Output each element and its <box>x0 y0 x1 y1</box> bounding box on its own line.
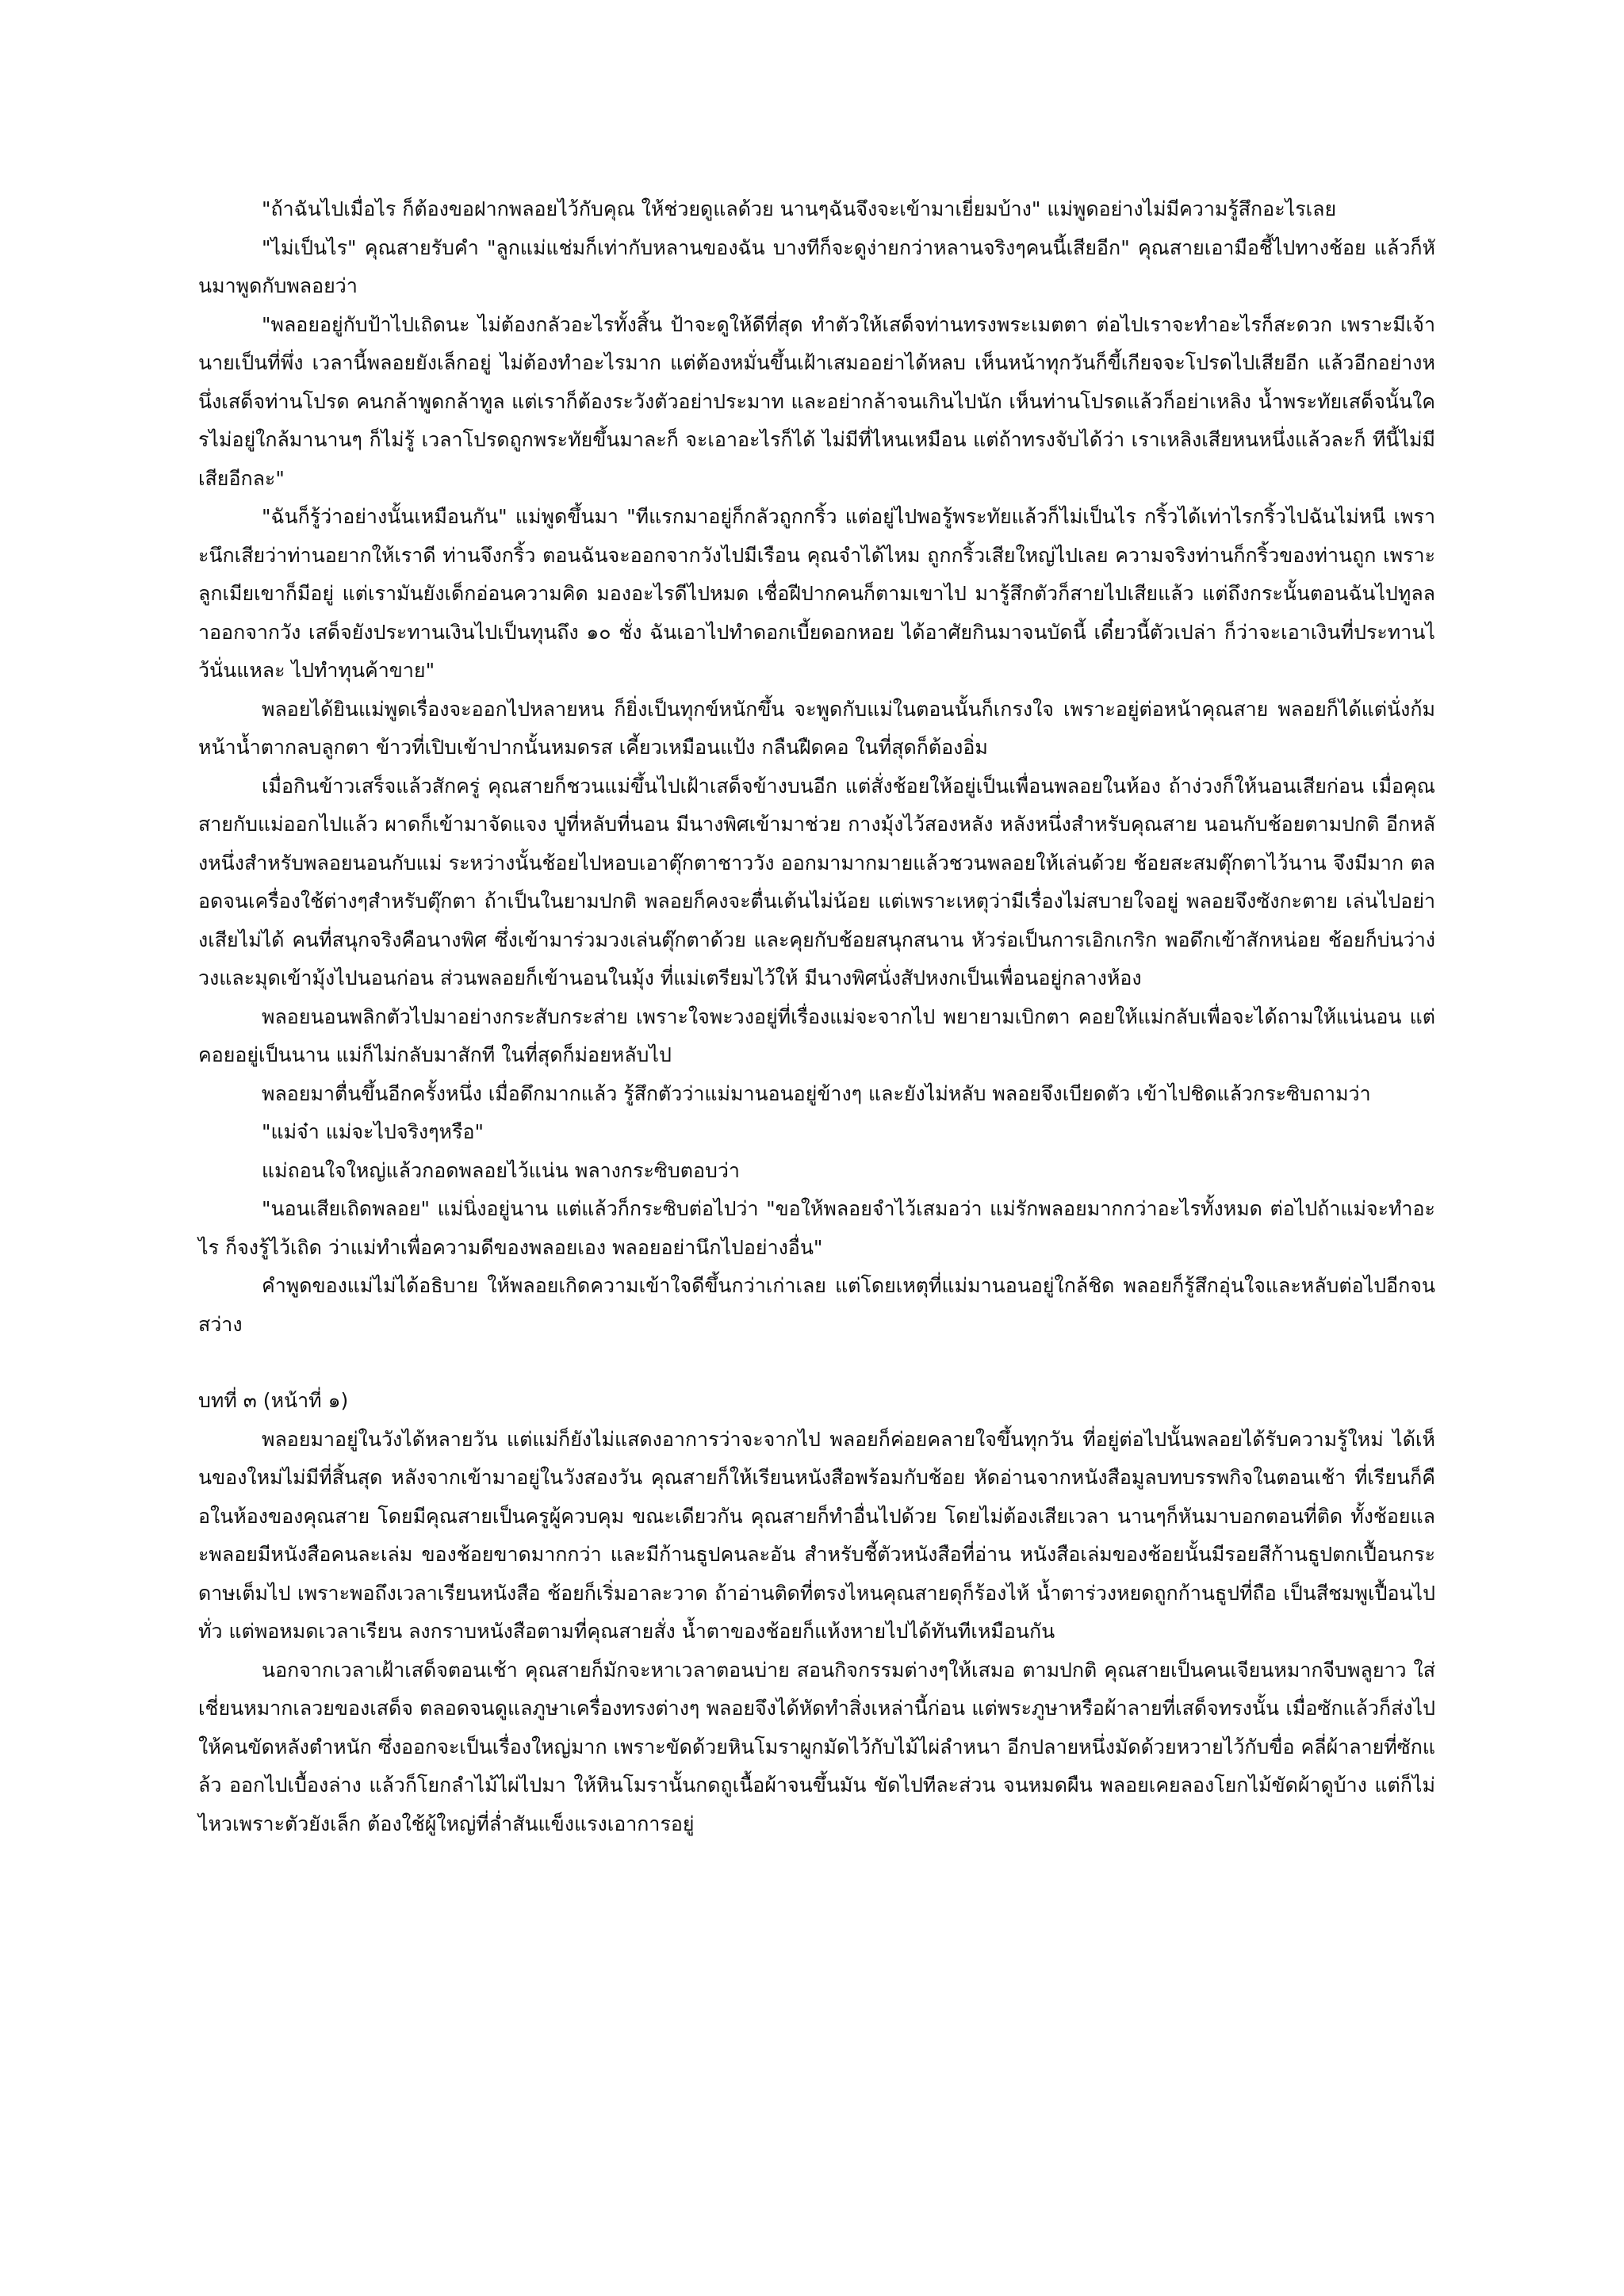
paragraph: นอกจากเวลาเฝ้าเสด็จตอนเช้า คุณสายก็มักจะหาเวลาตอนบ่าย สอนกิจกรรมต่างๆให้เสมอ ตามปกติ คุณสายเป็นคนเจียนหมากจีบพลูยาว ใส่เชี่ยนหมากเลวยของเสด็จ ตลอดจนดูแลภูษาเครื่องทรงต่างๆ พลอยจึงได้หัดทำสิ่งเหล่านี้ก่อน แต่พระภูษาหรือผ้าลายที่เสด็จทรงนั้น เมื่อซักแล้วก็ส่งไปให้คนขัดหลังตำหนัก ซึ่งออกจะเป็นเรื่องใหญ่มาก เพราะขัดด้วยหินโมราผูกมัดไว้กับไม้ไผ่ลำหนา อีกปลายหนึ่งมัดด้วยหวายไว้กับขื่อ คลี่ผ้าลายที่ซักแล้ว ออกไปเบื้องล่าง แล้วก็โยกลำไม้ไผ่ไปมา ให้หินโมรานั้นกดถูเนื้อผ้าจนขึ้นมัน ขัดไปทีละส่วน จนหมดผืน พลอยเคยลองโยกไม้ขัดผ้าดูบ้าง แต่ก็ไม่ไหวเพราะตัวยังเล็ก ต้องใช้ผู้ใหญ่ที่ล่ำสันแข็งแรงเอาการอยู่ <box>198 1658 1435 1835</box>
paragraph: "ถ้าฉันไปเมื่อไร ก็ต้องขอฝากพลอยไว้กับคุณ ให้ช่วยดูแลด้วย นานๆฉันจึงจะเข้ามาเยี่ยมบ้าง" แม่พูดอย่างไม่มีความรู้สึกอะไรเลย <box>262 197 1337 220</box>
paragraph: "ฉันก็รู้ว่าอย่างนั้นเหมือนกัน" แม่พูดขึ้นมา "ทีแรกมาอยู่ก็กลัวถูกกริ้ว แต่อยู่ไปพอรู้พระทัยแล้วก็ไม่เป็นไร กริ้วได้เท่าไรกริ้วไปฉันไม่หนี เพราะนึกเสียว่าท่านอยากให้เราดี ท่านจึงกริ้ว ตอนฉันจะออกจากวังไปมีเรือน คุณจำได้ไหม ถูกกริ้วเสียใหญ่ไปเลย ความจริงท่านก็กริ้วของท่านถูก เพราะลูกเมียเขาก็มีอยู่ แต่เรามันยังเด็กอ่อนความคิด มองอะไรดีไปหมด เชื่อฝีปากคนก็ตามเขาไป มารู้สึกตัวก็สายไปเสียแล้ว แต่ถึงกระนั้นตอนฉันไปทูลลาออกจากวัง เสด็จยังประทานเงินไปเป็นทุนถึง ๑๐ ชั่ง ฉันเอาไปทำดอกเบี้ยดอกหอย ได้อาศัยกินมาจนบัดนี้ เดี๋ยวนี้ตัวเปล่า ก็ว่าจะเอาเงินที่ประทานไว้นั่นแหละ ไปทำทุนค้าขาย" <box>198 505 1435 682</box>
paragraph: "นอนเสียเถิดพลอย" แม่นิ่งอยู่นาน แต่แล้วก็กระซิบต่อไปว่า "ขอให้พลอยจำไว้เสมอว่า แม่รักพลอยมากกว่าอะไรทั้งหมด ต่อไปถ้าแม่จะทำอะไร ก็จงรู้ไว้เถิด ว่าแม่ทำเพื่อความดีของพลอยเอง พลอยอย่านึกไปอย่างอื่น" <box>198 1197 1435 1259</box>
paragraph: พลอยนอนพลิกตัวไปมาอย่างกระสับกระส่าย เพราะใจพะวงอยู่ที่เรื่องแม่จะจากไป พยายามเบิกตา คอยให้แม่กลับเพื่อจะได้ถามให้แน่นอน แต่คอยอยู่เป็นนาน แม่ก็ไม่กลับมาสักที ในที่สุดก็ม่อยหลับไป <box>198 1004 1435 1066</box>
paragraph: พลอยมาอยู่ในวังได้หลายวัน แต่แม่ก็ยังไม่แสดงอาการว่าจะจากไป พลอยก็ค่อยคลายใจขึ้นทุกวัน ที่อยู่ต่อไปนั้นพลอยได้รับความรู้ใหม่ ได้เห็นของใหม่ไม่มีที่สิ้นสุด หลังจากเข้ามาอยู่ในวังสองวัน คุณสายก็ให้เรียนหนังสือพร้อมกับช้อย หัดอ่านจากหนังสือมูลบทบรรพกิจในตอนเช้า ที่เรียนก็คือในห้องของคุณสาย โดยมีคุณสายเป็นครูผู้ควบคุม ขณะเดียวกัน คุณสายก็ทำอื่นไปด้วย โดยไม่ต้องเสียเวลา นานๆก็หันมาบอกตอนที่ติด ทั้งช้อยและพลอยมีหนังสือคนละเล่ม ของช้อยขาดมากกว่า และมีก้านธูปคนละอัน สำหรับชี้ตัวหนังสือที่อ่าน หนังสือเล่มของช้อยนั้นมีรอยสีก้านธูปตกเปื้อนกระดาษเต็มไป เพราะพอถึงเวลาเรียนหนังสือ ช้อยก็เริ่มอาละวาด ถ้าอ่านติดที่ตรงไหนคุณสายดุก็ร้องไห้ น้ำตาร่วงหยดถูกก้านธูปที่ถือ เป็นสีชมพูเปื้อนไปทั่ว แต่พอหมดเวลาเรียน ลงกราบหนังสือตามที่คุณสายสั่ง น้ำตาของช้อยก็แห้งหายไปได้ทันทีเหมือนกัน <box>198 1427 1435 1643</box>
paragraph: "แม่จ๋า แม่จะไปจริงๆหรือ" <box>262 1120 484 1143</box>
paragraph: คำพูดของแม่ไม่ได้อธิบาย ให้พลอยเกิดความเข้าใจดีขึ้นกว่าเก่าเลย แต่โดยเหตุที่แม่มานอนอยู่ใกล้ชิด พลอยก็รู้สึกอุ่นใจและหลับต่อไปอีกจนสว่าง <box>198 1274 1435 1336</box>
paragraph: "พลอยอยู่กับป้าไปเถิดนะ ไม่ต้องกลัวอะไรทั้งสิ้น ป้าจะดูให้ดีที่สุด ทำตัวให้เสด็จท่านทรงพระเมตตา ต่อไปเราจะทำอะไรก็สะดวก เพราะมีเจ้านายเป็นที่พึ่ง เวลานี้พลอยยังเล็กอยู่ ไม่ต้องทำอะไรมาก แต่ต้องหมั่นขึ้นเฝ้าเสมออย่าได้หลบ เห็นหน้าทุกวันก็ขี้เกียจจะโปรดไปเสียอีก แล้วอีกอย่างหนึ่งเสด็จท่านโปรด คนกล้าพูดกล้าทูล แต่เราก็ต้องระวังตัวอย่าประมาท และอย่ากล้าจนเกินไปนัก เห็นท่านโปรดแล้วก็อย่าเหลิง น้ำพระทัยเสด็จนั้นใครไม่อยู่ใกล้มานานๆ ก็ไม่รู้ เวลาโปรดถูกพระทัยขึ้นมาละก็ จะเอาอะไรก็ได้ ไม่มีที่ไหนเหมือน แต่ถ้าทรงจับได้ว่า เราเหลิงเสียหนหนึ่งแล้วละก็ ทีนี้ไม่มีเสียอีกละ" <box>198 312 1435 490</box>
chapter-heading: บทที่ ๓ (หน้าที่ ๑) <box>198 1389 349 1412</box>
paragraph: "ไม่เป็นไร" คุณสายรับคำ "ลูกแม่แช่มก็เท่ากับหลานของฉัน บางทีก็จะดูง่ายกว่าหลานจริงๆคนนี้เสียอีก" คุณสายเอามือชี้ไปทางช้อย แล้วก็หันมาพูดกับพลอยว่า <box>198 235 1435 297</box>
paragraph: แม่ถอนใจใหญ่แล้วกอดพลอยไว้แน่น พลางกระซิบตอบว่า <box>262 1158 740 1182</box>
paragraph: พลอยได้ยินแม่พูดเรื่องจะออกไปหลายหน ก็ยิ่งเป็นทุกข์หนักขึ้น จะพูดกับแม่ในตอนนั้นก็เกรงใจ เพราะอยู่ต่อหน้าคุณสาย พลอยก็ได้แต่นั่งก้มหน้าน้ำตากลบลูกตา ข้าวที่เปิบเข้าปากนั้นหมดรส เคี้ยวเหมือนแป้ง กลืนฝืดคอ ในที่สุดก็ต้องอิ่ม <box>198 697 1435 759</box>
paragraph: เมื่อกินข้าวเสร็จแล้วสักครู่ คุณสายก็ชวนแม่ขึ้นไปเฝ้าเสด็จข้างบนอีก แต่สั่งช้อยให้อยู่เป็นเพื่อนพลอยในห้อง ถ้าง่วงก็ให้นอนเสียก่อน เมื่อคุณสายกับแม่ออกไปแล้ว ผาดก็เข้ามาจัดแจง ปูที่หลับที่นอน มีนางพิศเข้ามาช่วย กางมุ้งไว้สองหลัง หลังหนึ่งสำหรับคุณสาย นอนกับช้อยตามปกติ อีกหลังหนึ่งสำหรับพลอยนอนกับแม่ ระหว่างนั้นช้อยไปหอบเอาตุ๊กตาชาววัง ออกมามากมายแล้วชวนพลอยให้เล่นด้วย ช้อยสะสมตุ๊กตาไว้นาน จึงมีมาก ตลอดจนเครื่องใช้ต่างๆสำหรับตุ๊กตา ถ้าเป็นในยามปกติ พลอยก็คงจะตื่นเต้นไม่น้อย แต่เพราะเหตุว่ามีเรื่องไม่สบายใจอยู่ พลอยจึงซังกะตาย เล่นไปอย่างเสียไม่ได้ คนที่สนุกจริงคือนางพิศ ซึ่งเข้ามาร่วมวงเล่นตุ๊กตาด้วย และคุยกับช้อยสนุกสนาน หัวร่อเป็นการเอิกเกริก พอดึกเข้าสักหน่อย ช้อยก็บ่นว่าง่วงและมุดเข้ามุ้งไปนอนก่อน ส่วนพลอยก็เข้านอนในมุ้ง ที่แม่เตรียมไว้ให้ มีนางพิศนั่งสัปหงกเป็นเพื่อนอยู่กลางห้อง <box>198 774 1435 989</box>
document-page <box>198 190 1435 1843</box>
paragraph: พลอยมาตื่นขึ้นอีกครั้งหนึ่ง เมื่อดึกมากแล้ว รู้สึกตัวว่าแม่มานอนอยู่ข้างๆ และยังไม่หลับ พลอยจึงเบียดตัว เข้าไปชิดแล้วกระซิบถามว่า <box>262 1081 1371 1105</box>
